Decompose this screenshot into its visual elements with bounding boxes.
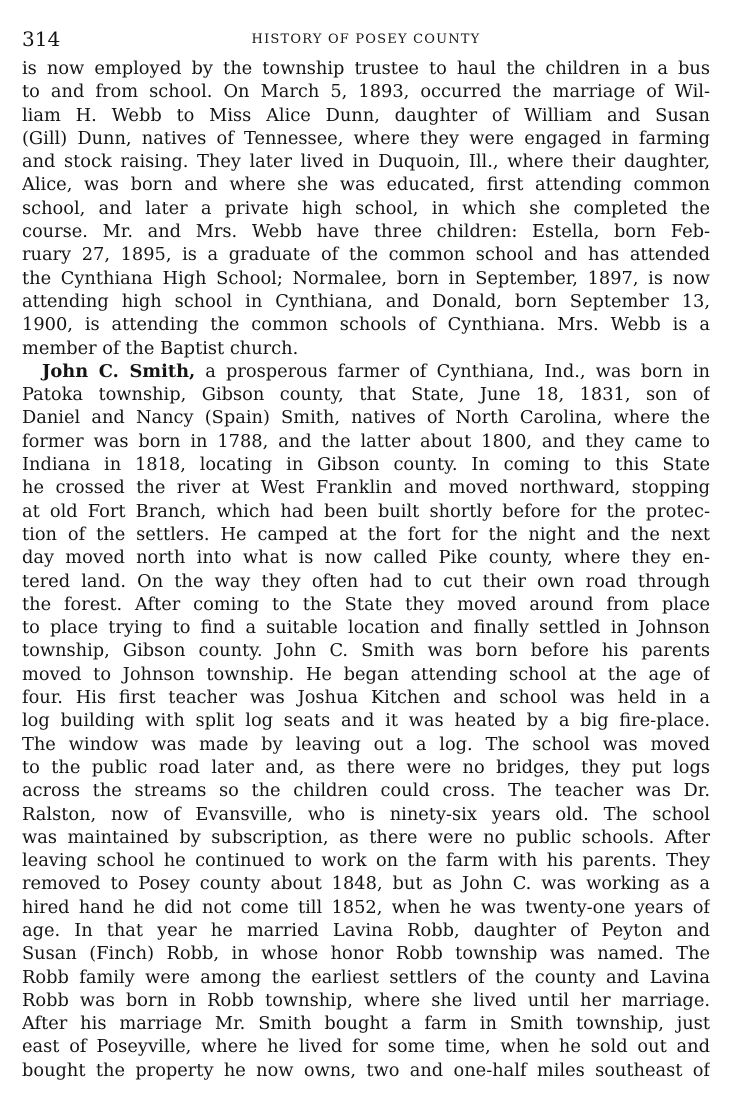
text-line: Indiana in 1818, locating in Gibson county. In coming to this State [22,454,710,476]
text-line: moved to Johnson township. He began attending school at the age of [22,663,710,685]
running-head: HISTORY OF POSEY COUNTY [251,32,481,47]
text-line: leaving school he continued to work on the farm with his parents. They [22,850,710,872]
body-text [22,57,710,1082]
text-line: the Cynthiana High School; Normalee, born in September, 1897, is now [22,267,710,289]
text-line: to place trying to find a suitable location and finally settled in Johnson [22,617,710,639]
text-line: and stock raising. They later lived in Duquoin, Ill., where their daughter, [22,151,710,173]
text-line: age. In that year he married Lavina Robb, daughter of Peyton and [22,919,710,941]
text-line: ruary 27, 1895, is a graduate of the common school and has attended [22,244,710,266]
text-line: liam H. Webb to Miss Alice Dunn, daughter of William and Susan [22,104,710,126]
text-line: former was born in 1788, and the latter about 1800, and they came to [22,430,710,452]
text-line: Ralston, now of Evansville, who is ninety-six years old. The school [22,803,710,825]
text-line: After his marriage Mr. Smith bought a farm in Smith township, just [22,1013,710,1035]
text-line: the forest. After coming to the State they moved around from place [22,593,710,615]
text-line: member of the Baptist church. [22,337,299,359]
paragraph-webb-family [22,57,710,360]
text-line: Robb family were among the earliest settlers of the county and Lavina [22,966,710,988]
text-line: to and from school. On March 5, 1893, occurred the marriage of Wil- [22,81,710,103]
text-line: Patoka township, Gibson county, that State, June 18, 1831, son of [22,384,710,406]
text-line: day moved north into what is now called Pike county, where they en- [22,547,710,569]
text-line: removed to Posey county about 1848, but as John C. was working as a [22,873,710,895]
text-run: a prosperous farmer of Cynthiana, Ind., was born in [195,360,710,382]
text-line [22,360,710,383]
text-line: Robb was born in Robb township, where she lived until her marriage. [22,989,710,1011]
text-line: township, Gibson county. John C. Smith was born before his parents [22,640,710,662]
text-line: Alice, was born and where she was educated, first attending common [22,174,710,196]
text-line: east of Poseyville, where he lived for some time, when he sold out and [22,1036,710,1058]
text-line: 1900, is attending the common schools of Cynthiana. Mrs. Webb is a [22,314,710,336]
text-line: attending high school in Cynthiana, and Donald, born September 13, [22,290,710,312]
text-line: is now employed by the township trustee to haul the children in a bus [22,58,710,79]
page-number: 314 [22,27,61,51]
text-line: was maintained by subscription, as there were no public schools. After [22,826,710,848]
text-line: tion of the settlers. He camped at the fort for the night and the next [22,523,710,545]
text-line: The window was made by leaving out a log. The school was moved [22,733,710,755]
text-line: school, and later a private high school, in which she completed the [22,197,710,219]
text-line: at old Fort Branch, which had been built shortly before for the protec- [22,500,710,522]
paragraph-john-c-smith [22,360,710,1082]
text-line: he crossed the river at West Franklin and moved northward, stopping [22,477,710,499]
biography-subject-name: John C. Smith, [42,360,196,382]
text-line: log building with split log seats and it was heated by a big fire-place. [22,710,710,732]
text-line: tered land. On the way they often had to cut their own road through [22,570,710,592]
text-line: Daniel and Nancy (Spain) Smith, natives of North Carolina, where the [22,407,710,429]
text-line: course. Mr. and Mrs. Webb have three children: Estella, born Feb- [22,221,710,243]
page-header [22,26,710,52]
text-line: bought the property he now owns, two and one-half miles southeast of [22,1059,710,1081]
text-line: Susan (Finch) Robb, in whose honor Robb township was named. The [22,943,710,965]
text-line: hired hand he did not come till 1852, when he was twenty-one years of [22,896,710,918]
text-line: (Gill) Dunn, natives of Tennessee, where they were engaged in farming [22,127,710,149]
text-line: four. His first teacher was Joshua Kitchen and school was held in a [22,687,710,709]
text-line: to the public road later and, as there were no bridges, they put logs [22,756,710,778]
text-line: across the streams so the children could cross. The teacher was Dr. [22,780,710,802]
